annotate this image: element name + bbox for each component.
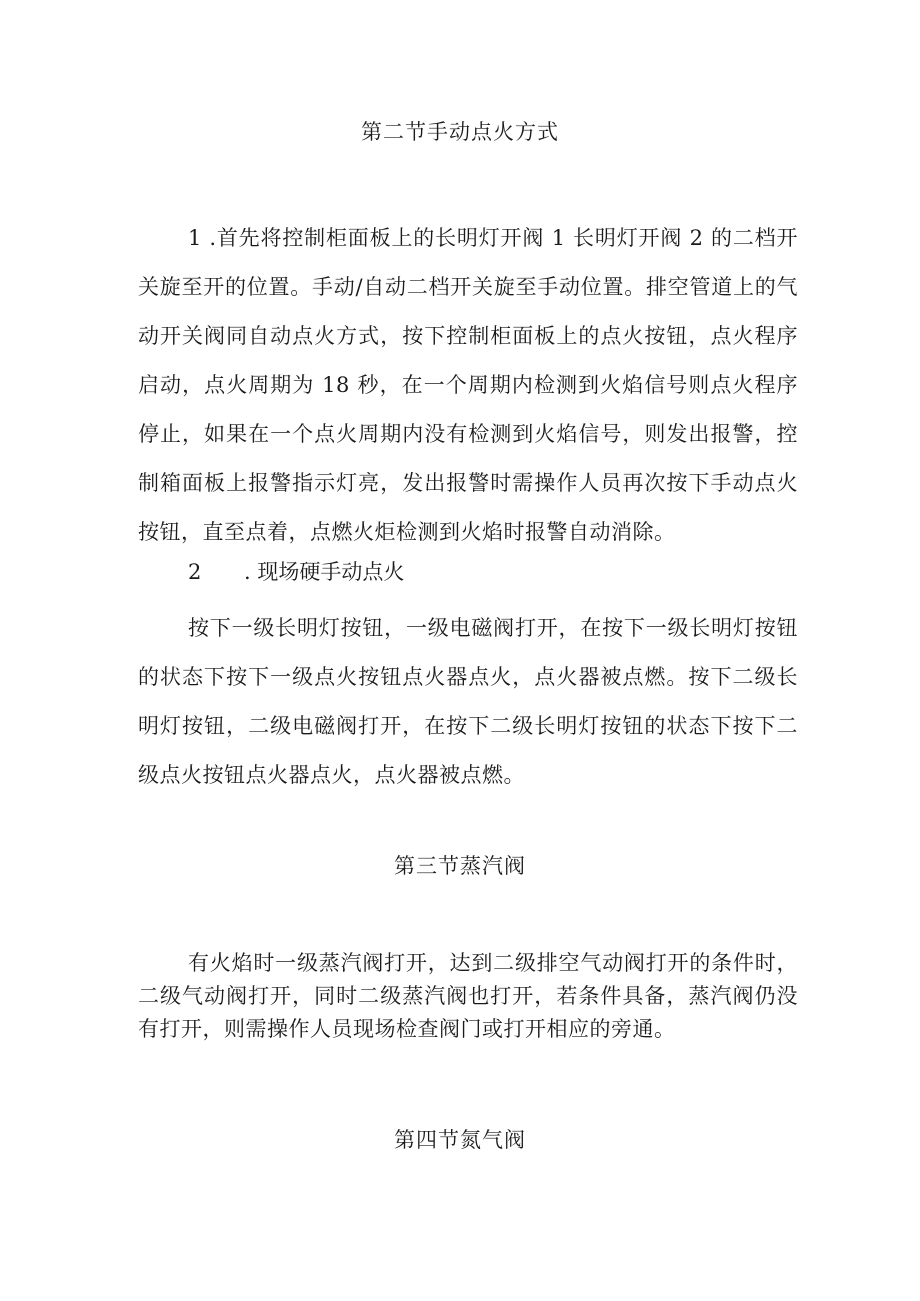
paragraph-steam-valve: 有火焰时一级蒸汽阀打开，达到二级排空气动阀打开的条件时，二级气动阀打开，同时二级蒸汽阀也打开，若条件具备，蒸汽阀仍没有打开，则需操作人员现场检查阀门或打开相应的旁通。 [138, 951, 798, 1041]
paragraph-onsite-manual-ignition: 按下一级长明灯按钮，一级电磁阀打开，在按下一级长明灯按钮的状态下按下一级点火按钮点火器点火，点火器被点燃。按下二级长明灯按钮，二级电磁阀打开，在按下二级长明灯按钮的状态下按下二级点火按钮点火器点火，点火器被点燃。 [138, 616, 798, 787]
subheading-text: . 现场硬手动点火 [244, 560, 405, 584]
paragraph-manual-ignition-step-1: 1 .首先将控制柜面板上的长明灯开阀 1 长明灯开阀 2 的二档开关旋至开的位置。手动/自动二档开关旋至手动位置。排空管道上的气动开关阀同自动点火方式，按下控制柜面板上的点火按钮，点火程序启动，点火周期为 18 秒，在一个周期内检测到火焰信号则点火程序停止，如果在一个点火周期内没有检测到火焰信号，则发出报警，控制箱面板上报警指示灯亮，发出报警时需操作人员再次按下手动点火按钮，直至点着，点燃火炬检测到火焰时报警自动消除。 [138, 226, 798, 544]
subheading-number: 2 [188, 560, 202, 584]
section-title-nitrogen-valve: 第四节氮气阀 [394, 1128, 526, 1152]
subheading-onsite-manual-ignition [188, 557, 798, 587]
section-title-manual-ignition: 第二节手动点火方式 [361, 120, 559, 144]
section-title-steam-valve: 第三节蒸汽阀 [394, 854, 526, 878]
